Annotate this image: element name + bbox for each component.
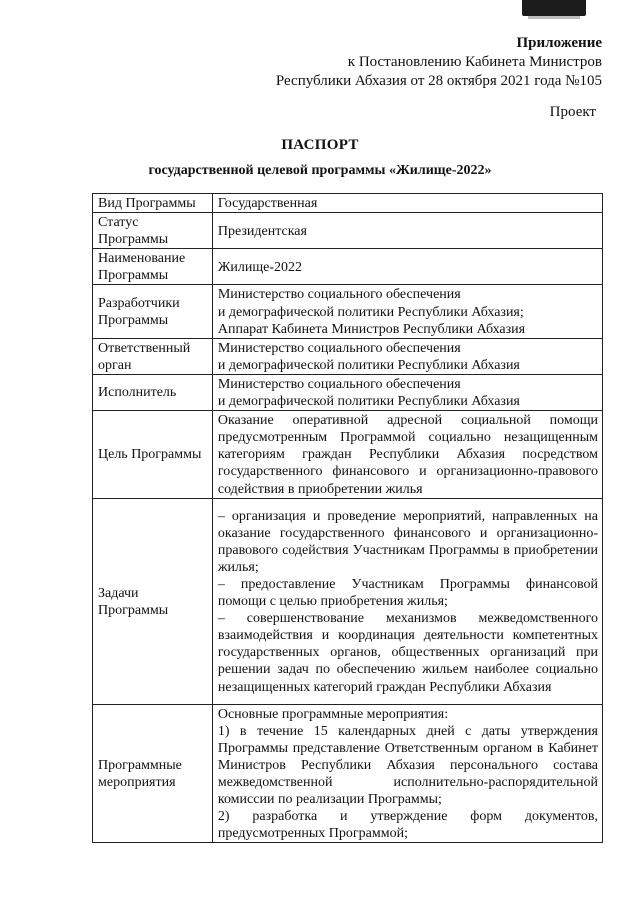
row-value: Жилище-2022: [212, 249, 602, 285]
row-value: [212, 374, 602, 410]
value-line: и демографической политики Республики Абхазия: [217, 357, 520, 373]
document-title: ПАСПОРТ: [281, 137, 359, 153]
row-label: Статус Программы: [93, 213, 213, 249]
row-value: [212, 285, 602, 338]
scan-artifact: [522, 0, 586, 16]
value-line: 1) в течение 15 календарных дней с даты утверждения Программы представление Ответственным органом в Кабинет Министров Республики Абхазия персонального состава межведомственной исполнительно-распорядительной комиссии по реализации Программы;: [217, 723, 598, 808]
value-line: Министерство социального обеспечения: [217, 287, 461, 303]
value-line: Министерство социального обеспечения: [217, 376, 461, 392]
row-label: Задачи Программы: [93, 498, 213, 704]
row-value: [212, 498, 602, 704]
row-value: Оказание оперативной адресной социальной помощи предусмотренным Программой социально незащищенным категориям граждан Республики Абхазия посредством государственного финансового и организационно-правового содействия в приобретении жилья: [212, 411, 602, 498]
value-line: 2) разработка и утверждение форм документов, предусмотренных Программой;: [217, 809, 598, 842]
row-label: Цель Программы: [93, 411, 213, 498]
project-label: Проект: [549, 104, 596, 120]
appendix-line-1: к Постановлению Кабинета Министров: [347, 54, 602, 70]
row-label: Исполнитель: [93, 374, 213, 410]
document-subtitle: государственной целевой программы «Жилище-2022»: [148, 163, 492, 178]
value-line: и демографической политики Республики Абхазия;: [217, 304, 524, 320]
passport-table: [92, 193, 603, 843]
row-label: Ответственный орган: [93, 338, 213, 374]
row-value: Государственная: [212, 194, 602, 213]
table-row: [93, 285, 603, 338]
row-label: Разработчики Программы: [93, 285, 213, 338]
table-row: [93, 249, 603, 285]
appendix-title: Приложение: [516, 35, 602, 51]
row-label: Наименование Программы: [93, 249, 213, 285]
value-line: Основные программные мероприятия:: [217, 706, 449, 722]
row-label: Вид Программы: [93, 194, 213, 213]
appendix-header: [276, 34, 602, 91]
value-line: Аппарат Кабинета Министров Республики Абхазия: [217, 321, 526, 337]
value-line: и демографической политики Республики Абхазия: [217, 394, 520, 410]
table-row: [93, 338, 603, 374]
table-row: [93, 213, 603, 249]
table-row: [93, 704, 603, 843]
value-line: – организация и проведение мероприятий, направленных на оказание государственного финансового и организационно-правового содействия Участникам Программы в приобретении жилья;: [217, 508, 598, 575]
value-line: – предоставление Участникам Программы финансовой помощи с целью приобретения жилья;: [217, 576, 598, 610]
row-value: [212, 704, 602, 843]
value-line: – совершенствование механизмов межведомственного взаимодействия и координация деятельности компетентных государственных органов, общественных организаций при решении задач по обеспечению жильем наиболее социально незащищенных категорий граждан Республики Абхазия: [217, 611, 598, 695]
row-label: Программные мероприятия: [93, 704, 213, 843]
appendix-line-2: Республики Абхазия от 28 октября 2021 года №105: [275, 73, 602, 89]
table-row: [93, 411, 603, 498]
table-row: [93, 194, 603, 213]
table-row: [93, 498, 603, 704]
table-row: [93, 374, 603, 410]
row-value: [212, 338, 602, 374]
row-value: Президентская: [212, 213, 602, 249]
value-line: Министерство социального обеспечения: [217, 340, 461, 356]
